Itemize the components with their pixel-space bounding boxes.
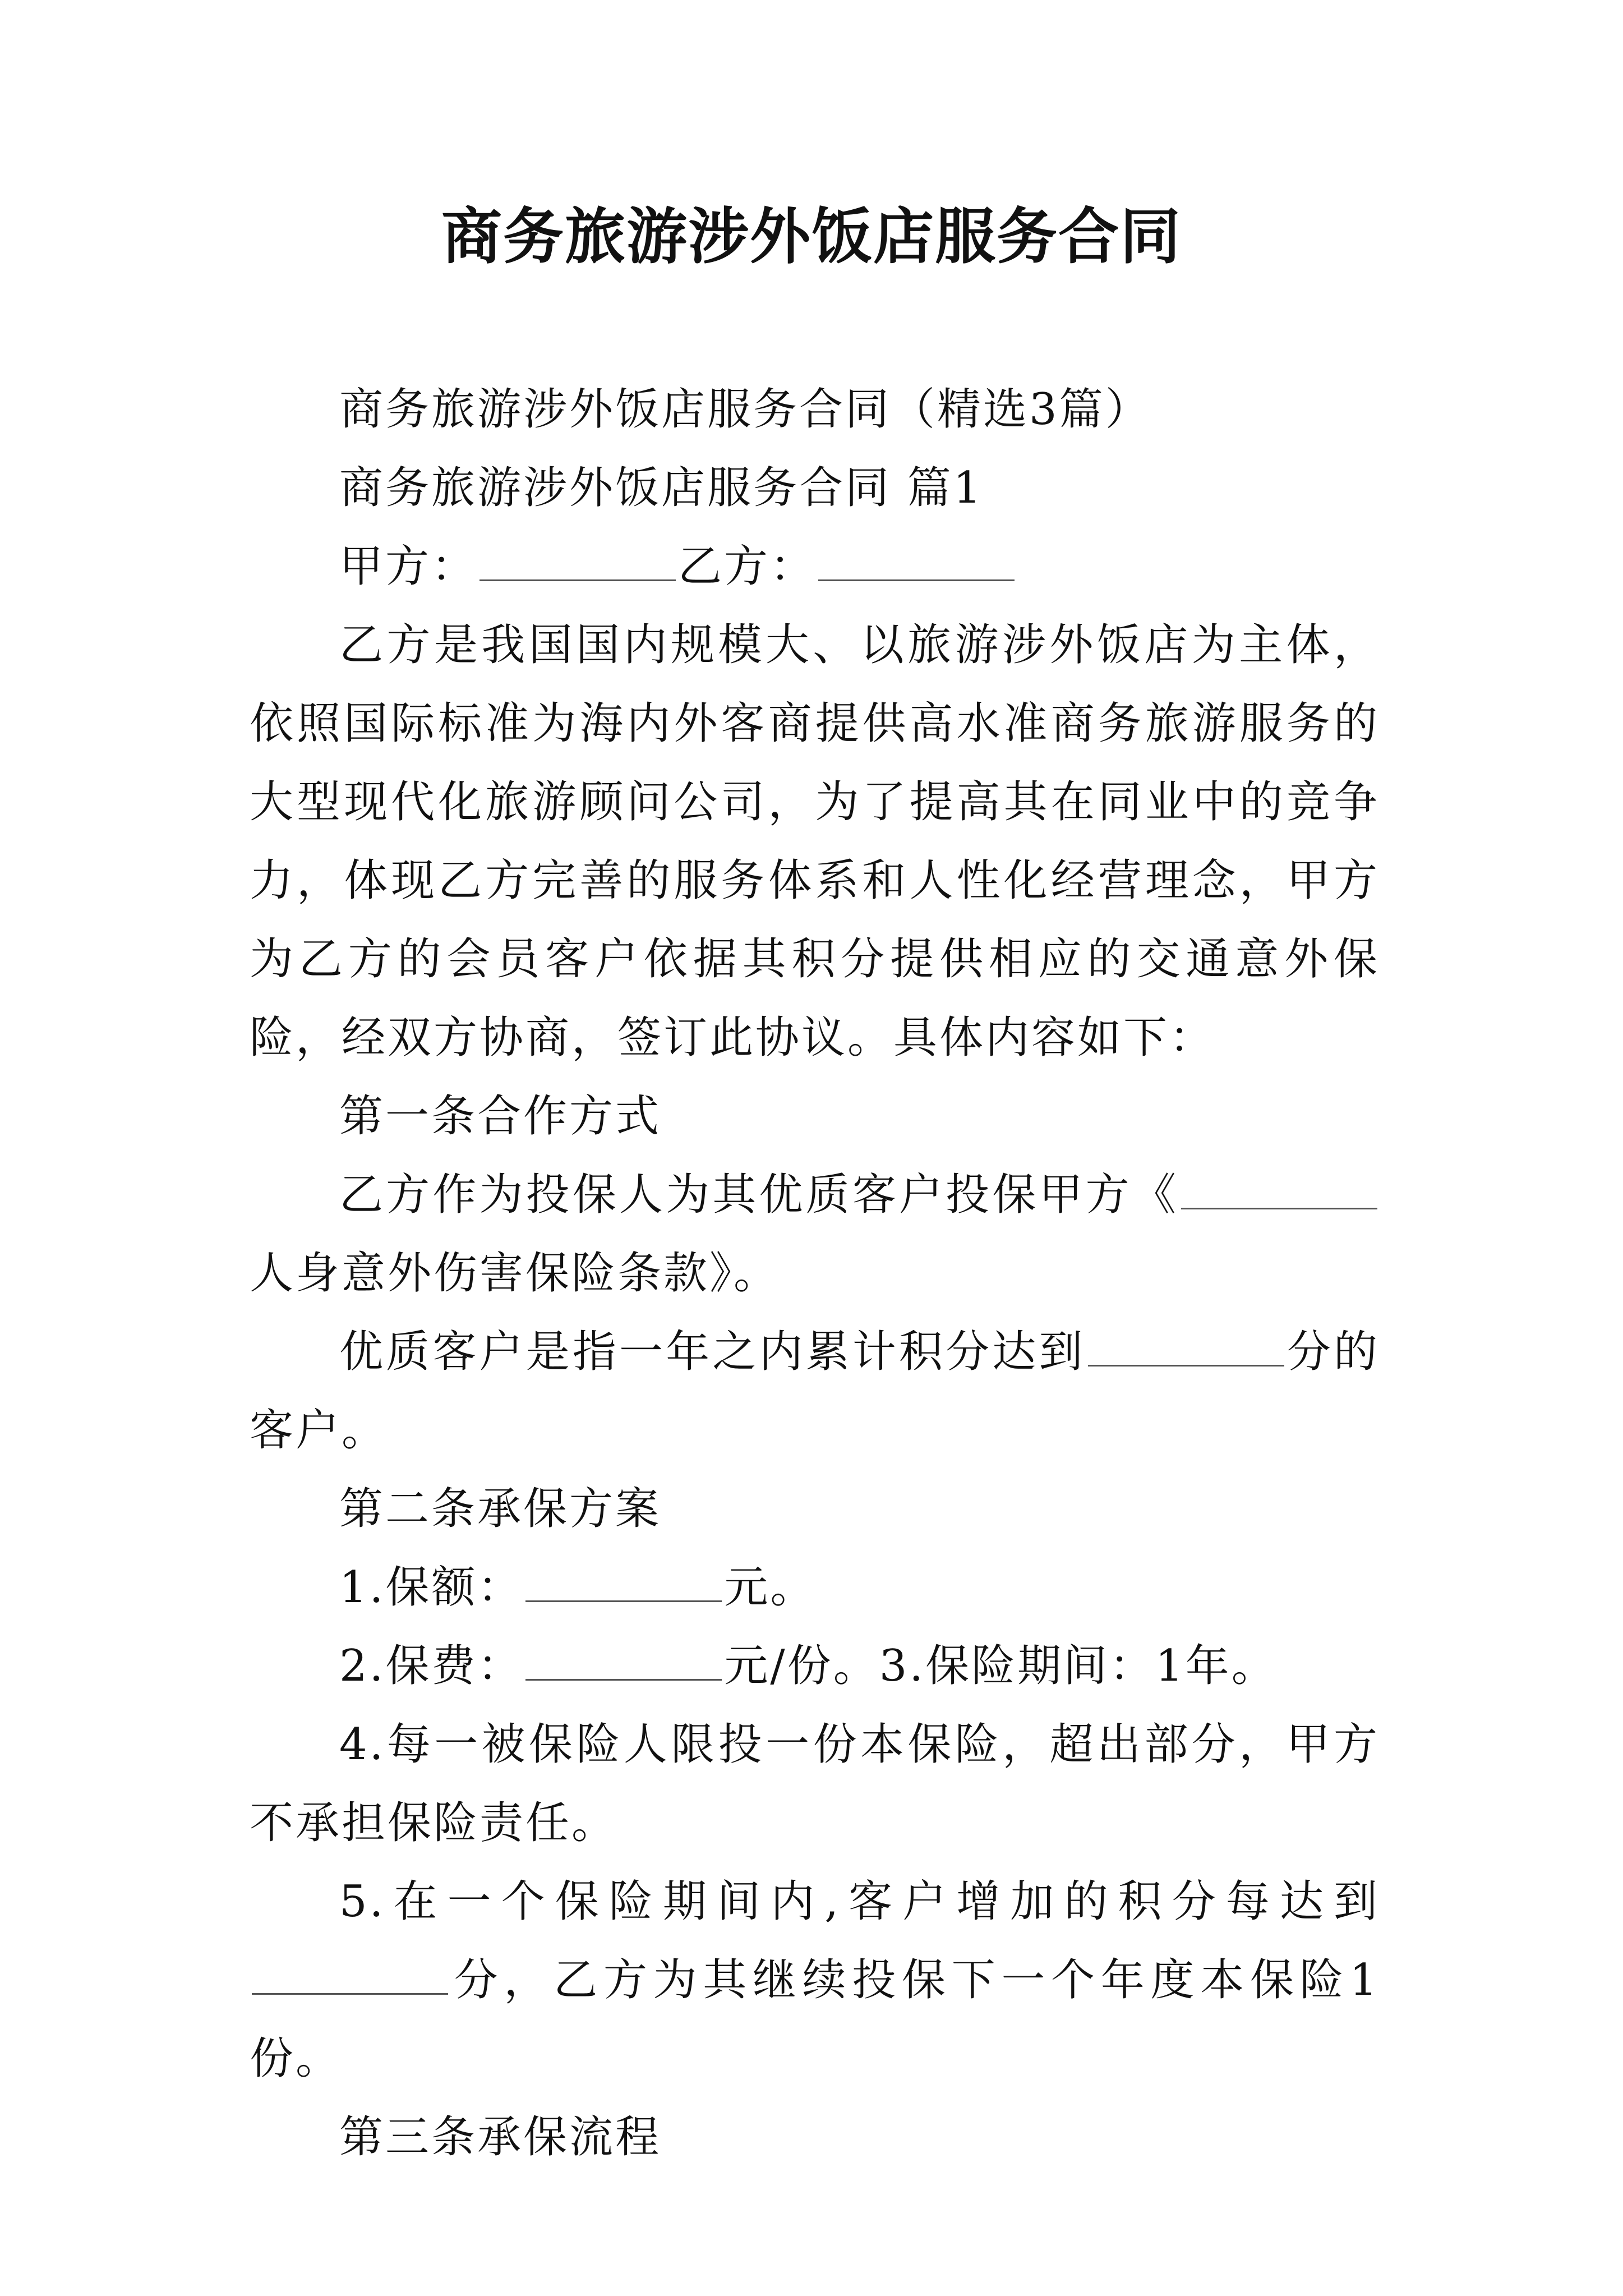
article3-title: 第三条承保流程: [339, 2112, 662, 2162]
item1-text-before: 1.保额：: [339, 1562, 524, 1613]
party-a-label: 甲方：: [339, 541, 478, 592]
article1-title: 第一条合作方式: [339, 1091, 662, 1142]
points-blank: [1088, 1326, 1284, 1366]
item5: [250, 1862, 1380, 2098]
article2-title: 第二条承保方案: [339, 1484, 662, 1534]
document-title: 商务旅游涉外饭店服务合同: [441, 201, 1182, 272]
party-b-label: 乙方：: [678, 541, 817, 592]
item1-text-after: 元。: [724, 1562, 817, 1613]
parties-line: [250, 527, 1380, 606]
party-b-blank: [818, 540, 1015, 581]
article1-paragraph2: [250, 1313, 1380, 1470]
party-a-blank: [479, 540, 676, 581]
article1-paragraph1: [250, 1156, 1380, 1313]
article1-p1-text-before: 乙方作为投保人为其优质客户投保甲方《: [339, 1170, 1179, 1220]
item2-text-before: 2.保费：: [339, 1641, 524, 1691]
item2-text-after: 元/份。3.保险期间：1年。: [724, 1641, 1278, 1691]
item1: [250, 1548, 1380, 1627]
article1-p1-text-after: 人身意外伤害保险条款》。: [250, 1248, 780, 1299]
insurance-name-blank: [1181, 1168, 1377, 1209]
item2: [250, 1627, 1380, 1705]
article1-p2-text-after: 分的客户。: [250, 1327, 1380, 1456]
document-body: [250, 370, 1380, 2177]
item5-text-before: 5.在一个保险期间内,客户增加的积分每达到: [339, 1876, 1380, 1927]
section-heading: 商务旅游涉外饭店服务合同 篇1: [339, 463, 984, 513]
increment-points-blank: [252, 1954, 448, 1995]
amount-blank: [525, 1561, 722, 1602]
article1-p2-text-before: 优质客户是指一年之内累计积分达到: [339, 1327, 1086, 1377]
premium-blank: [525, 1640, 722, 1681]
item4: 4.每一被保险人限投一份本保险，超出部分，甲方不承担保险责任。: [250, 1719, 1380, 1848]
subtitle: 商务旅游涉外饭店服务合同（精选3篇）: [339, 384, 1151, 435]
item5-text-after: 分，乙方为其继续投保下一个年度本保险1份。: [250, 1955, 1380, 2084]
intro-paragraph: 乙方是我国国内规模大、以旅游涉外饭店为主体，依照国际标准为海内外客商提供高水准商务旅游服务的大型现代化旅游顾问公司，为了提高其在同业中的竞争力，体现乙方完善的服务体系和人性化经营理念，甲方为乙方的会员客户依据其积分提供相应的交通意外保险，经双方协商，签订此协议。具体内容如下：: [250, 620, 1380, 1063]
